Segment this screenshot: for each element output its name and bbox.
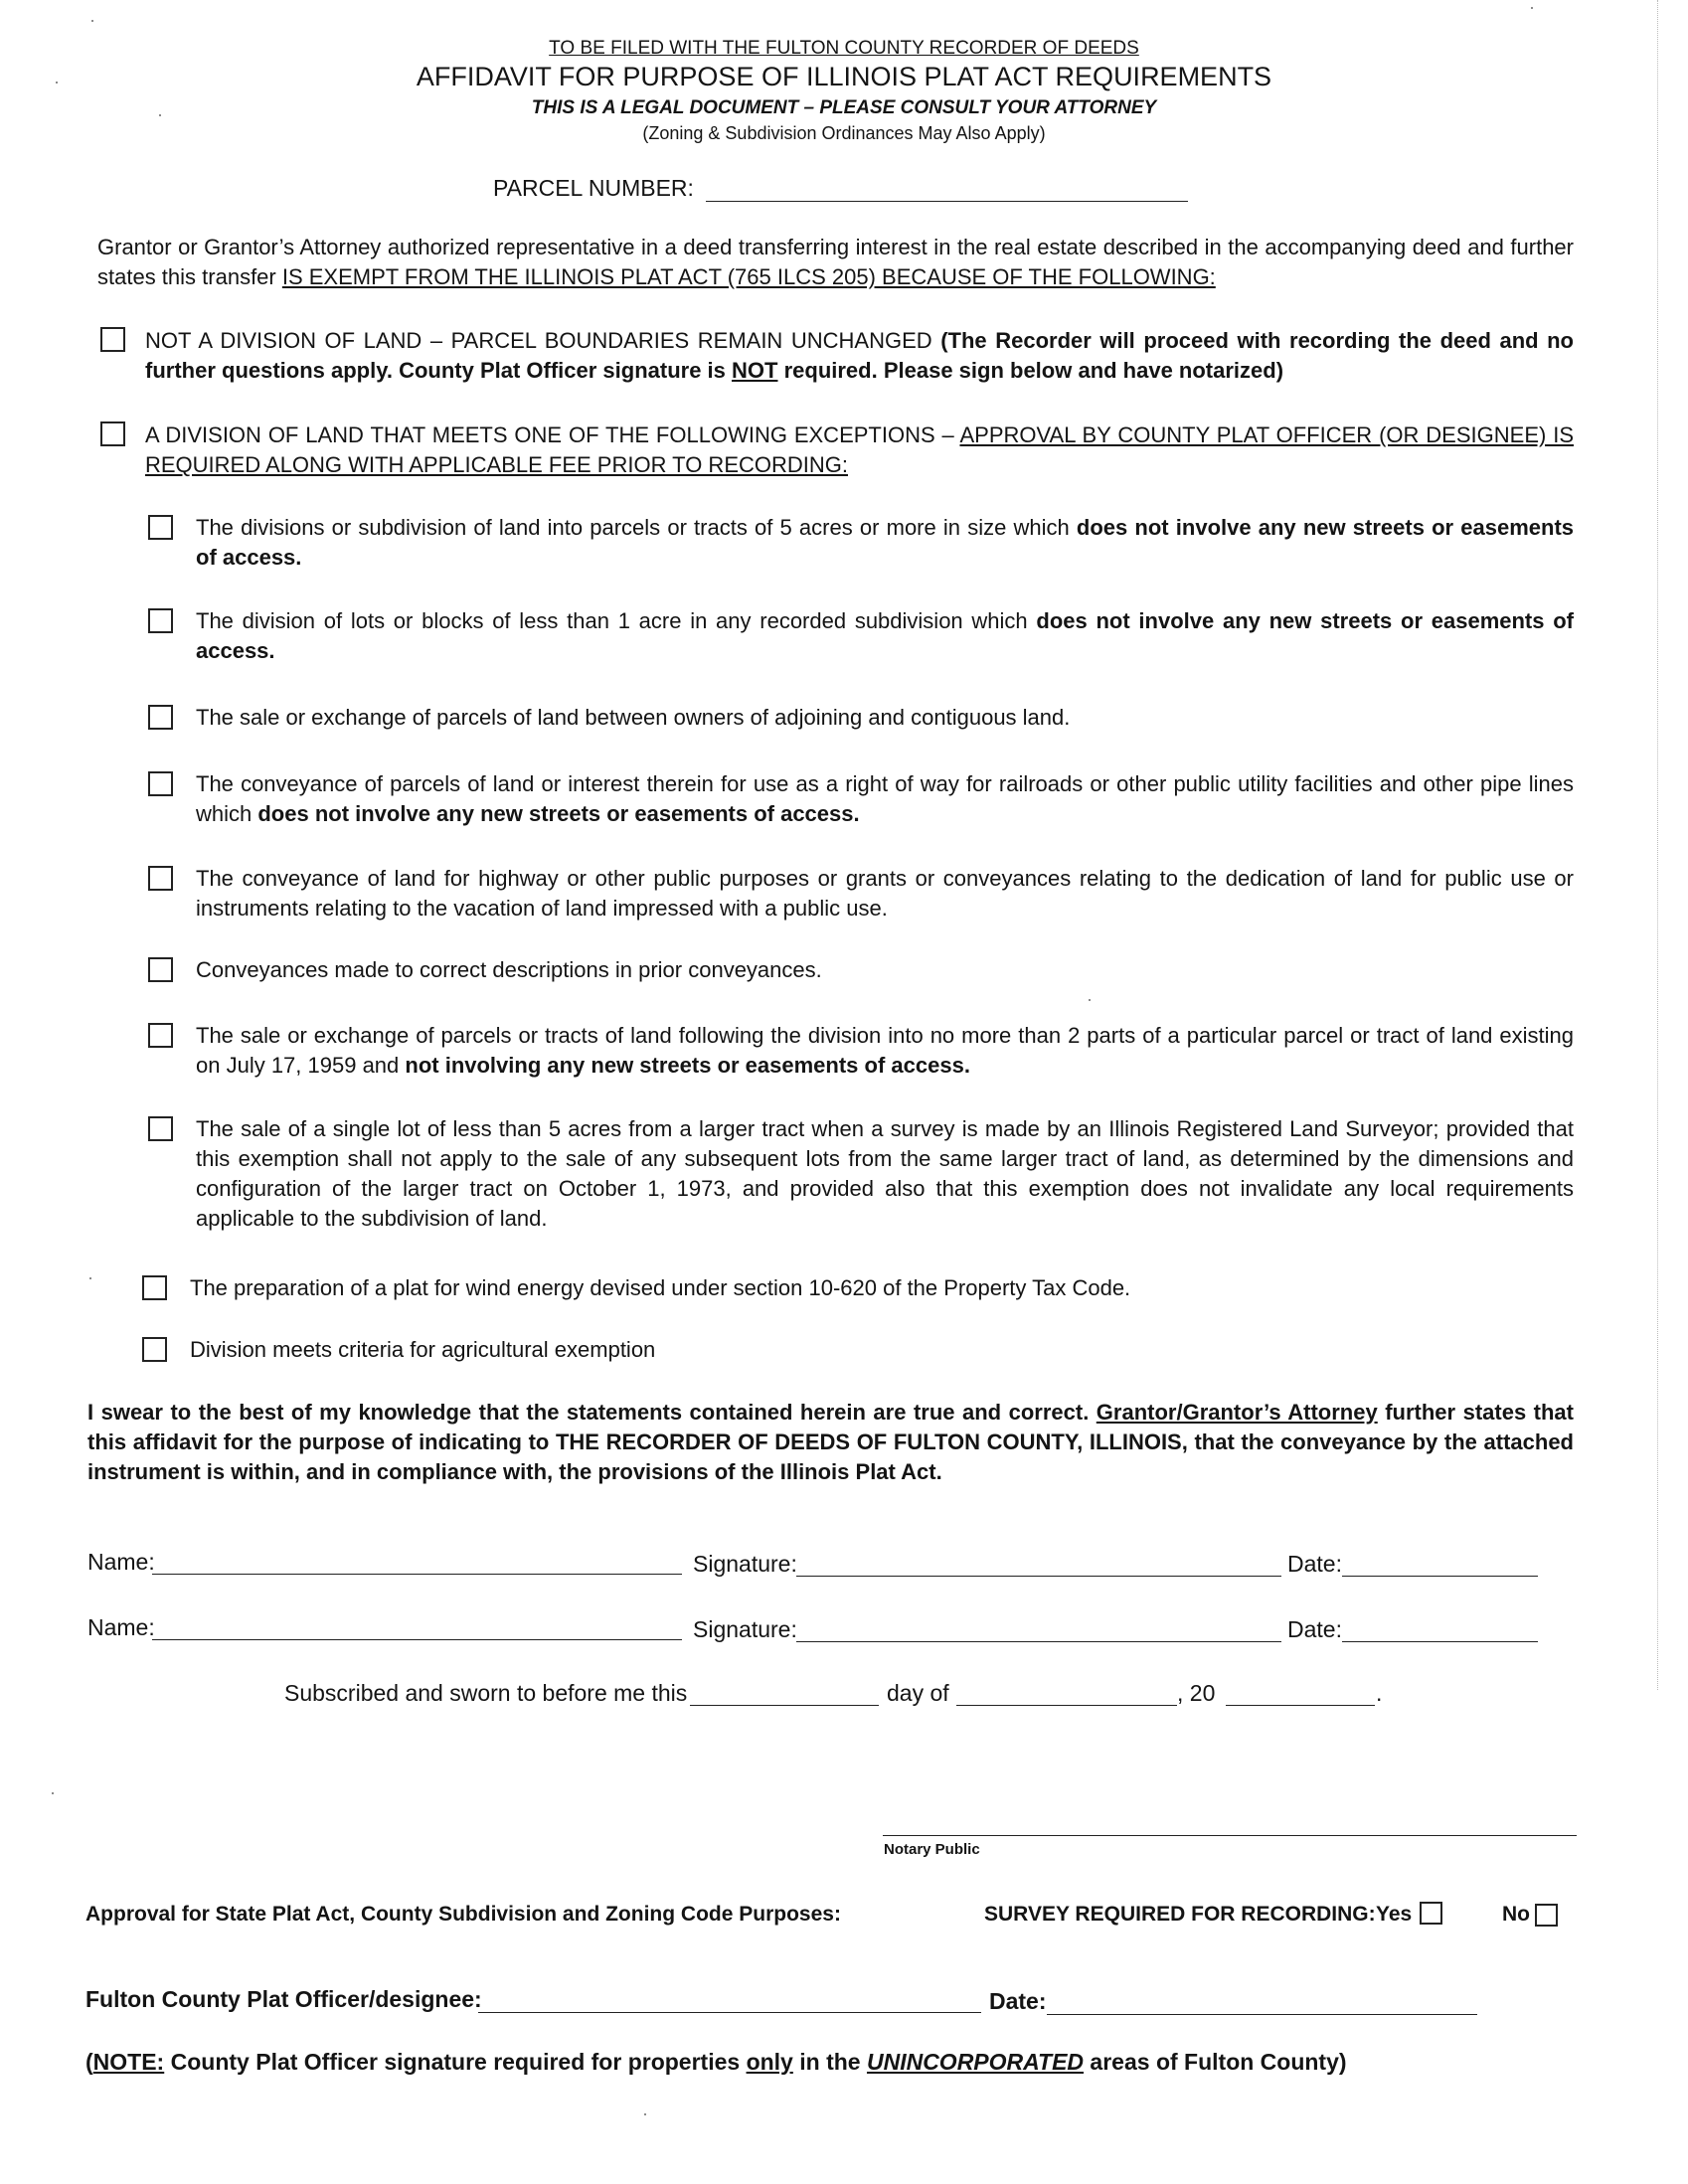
scan-speck (52, 1792, 54, 1794)
legal-notice: THIS IS A LEGAL DOCUMENT – PLEASE CONSULT YOUR ATTORNEY (531, 97, 1157, 118)
date-label-2: Date: (1287, 1616, 1342, 1642)
date-field-2[interactable] (1342, 1641, 1538, 1642)
zoning-note: (Zoning & Subdivision Ordinances May Also Apply) (642, 123, 1046, 143)
survey-no-label: No (1502, 1903, 1530, 1926)
footer-note-text: County Plat Officer signature required for properties (164, 2049, 747, 2075)
date-field-1[interactable] (1342, 1576, 1538, 1577)
exception-checkbox[interactable] (148, 1116, 173, 1141)
option-not-division-checkbox[interactable] (100, 327, 125, 352)
option-not-division-label: NOT A DIVISION OF LAND – PARCEL BOUNDARIES REMAIN UNCHANGED (145, 328, 941, 353)
exception-item (190, 1335, 1574, 1365)
exception-text: The sale or exchange of parcels or tracts of land following the division into no more than 2 parts of a particular parcel or tract of land existing on July 17, 1959 and (196, 1023, 1574, 1078)
exception-text: The divisions or subdivision of land into parcels or tracts of 5 acres or more in size which (196, 515, 1077, 540)
sworn-day-field[interactable] (690, 1705, 879, 1706)
exception-bold-text: does not involve any new streets or easements of access. (196, 608, 1574, 663)
exception-text: Division meets criteria for agricultural exemption (190, 1337, 656, 1362)
footer-note-unincorporated: UNINCORPORATED (866, 2049, 1085, 2075)
exception-text: The sale of a single lot of less than 5 acres from a larger tract when a survey is made by an Illinois Registered Land Surveyor; provided that this exemption shall not apply to the sale of any subsequent lots from the same larger tract of land, as determined by the dimensions and configuration of the larger tract on October 1, 1973, and provided also that this exemption does not invalidate any local requirements applicable to the subdivision of land. (196, 1116, 1574, 1231)
scan-speck (1089, 999, 1091, 1001)
exception-bold-text: does not involve any new streets or easements of access. (257, 801, 860, 826)
page-title: AFFIDAVIT FOR PURPOSE OF ILLINOIS PLAT ACT REQUIREMENTS (416, 62, 1272, 91)
exception-checkbox[interactable] (148, 866, 173, 891)
exception-checkbox[interactable] (148, 515, 173, 540)
exception-bold-text: not involving any new streets or easements of access. (405, 1053, 970, 1078)
notary-public-label: Notary Public (884, 1841, 980, 1858)
footer-note (85, 2049, 1347, 2076)
exception-item (196, 955, 1574, 985)
scan-edge-line (1657, 0, 1658, 1690)
approval-label: Approval for State Plat Act, County Subdivision and Zoning Code Purposes: (85, 1903, 841, 1926)
oath-text-end: further states that this affidavit for the purpose of indicating to THE RECORDER OF DEEDS OF FULTON COUNTY, ILLINOIS, that the conveyance by the attached instrument is within, and in compliance with, the provisions of the Illinois Plat Act. (87, 1400, 1574, 1484)
option-not-division-text (145, 326, 1574, 386)
parcel-number-field[interactable] (706, 177, 1188, 202)
intro-exempt-clause: IS EXEMPT FROM THE ILLINOIS PLAT ACT (765 ILCS 205) BECAUSE OF THE FOLLOWING: (281, 264, 1216, 289)
exception-text: The sale or exchange of parcels of land between owners of adjoining and contiguous land. (196, 705, 1071, 730)
footer-note-only: only (746, 2049, 793, 2075)
exception-item (196, 513, 1574, 573)
name-label-2: Name: (87, 1614, 155, 1640)
exception-text: The conveyance of parcels of land or interest therein for use as a right of way for railroads or other public utility facilities and other pipe lines which (196, 771, 1574, 826)
survey-required-label: SURVEY REQUIRED FOR RECORDING: (984, 1903, 1376, 1926)
exception-text: Conveyances made to correct descriptions in prior conveyances. (196, 957, 822, 982)
sworn-statement-text: Subscribed and sworn to before me this (284, 1680, 688, 1706)
exception-checkbox[interactable] (142, 1337, 167, 1362)
scan-speck (1531, 7, 1533, 9)
parcel-number-row (493, 175, 1188, 202)
exception-item (196, 606, 1574, 666)
option-division-text (145, 420, 1574, 480)
date-label-1: Date: (1287, 1551, 1342, 1577)
name-field-1[interactable] (152, 1574, 682, 1575)
plat-officer-date-field[interactable] (1047, 2014, 1477, 2015)
name-field-2[interactable] (152, 1639, 682, 1640)
sworn-year-prefix: , 20 (1177, 1680, 1216, 1706)
footer-note-open: ( (85, 2049, 93, 2075)
scan-speck (91, 20, 93, 22)
option-division-label: A DIVISION OF LAND THAT MEETS ONE OF THE FOLLOWING EXCEPTIONS – (145, 422, 960, 447)
exception-checkbox[interactable] (142, 1275, 167, 1300)
signature-field-1[interactable] (796, 1576, 1281, 1577)
scan-speck (644, 2113, 646, 2115)
sworn-day-of-text: day of (887, 1680, 949, 1706)
survey-yes-label: Yes (1376, 1903, 1413, 1926)
option-not-division-note: (The Recorder will proceed with recording the deed and no further questions apply. County Plat Officer signature is (145, 328, 1574, 383)
oath-text: I swear to the best of my knowledge that the statements contained herein are true and correct. (87, 1400, 1097, 1425)
exception-text: The conveyance of land for highway or other public purposes or grants or conveyances relating to the dedication of land for public use or instruments relating to the vacation of land impressed with a public use. (196, 866, 1574, 921)
plat-officer-date-label: Date: (989, 1988, 1047, 2014)
plat-officer-signature-field[interactable] (478, 2012, 981, 2013)
exception-text: The division of lots or blocks of less than 1 acre in any recorded subdivision which (196, 608, 1037, 633)
intro-text: Grantor or Grantor’s Attorney authorized representative in a deed transferring interest in the real estate described in the accompanying deed and further states this transfer (97, 235, 1574, 289)
option-division-requirement: APPROVAL BY COUNTY PLAT OFFICER (OR DESIGNEE) IS REQUIRED ALONG WITH APPLICABLE FEE PRIOR TO RECORDING: (145, 422, 1574, 477)
exception-checkbox[interactable] (148, 1023, 173, 1048)
survey-no-checkbox[interactable] (1535, 1904, 1558, 1927)
exception-checkbox[interactable] (148, 608, 173, 633)
filing-instruction: TO BE FILED WITH THE FULTON COUNTY RECORDER OF DEEDS (549, 38, 1139, 59)
exception-item (196, 769, 1574, 829)
notary-signature-field[interactable] (883, 1835, 1577, 1836)
footer-note-label: NOTE: (92, 2049, 165, 2075)
footer-note-text-2: in the (792, 2049, 867, 2075)
exception-item (196, 1021, 1574, 1081)
exception-item (196, 703, 1574, 733)
exception-checkbox[interactable] (148, 705, 173, 730)
sworn-year-field[interactable] (1226, 1705, 1375, 1706)
name-label-1: Name: (87, 1549, 155, 1575)
sworn-month-field[interactable] (956, 1705, 1177, 1706)
parcel-number-label: PARCEL NUMBER: (493, 175, 694, 201)
signature-label-2: Signature: (693, 1616, 797, 1642)
exception-item (196, 1114, 1574, 1234)
scan-speck (89, 1277, 91, 1279)
option-not-division-not: NOT (732, 358, 778, 383)
oath-paragraph (87, 1398, 1574, 1487)
intro-paragraph (97, 233, 1574, 292)
sworn-period: . (1376, 1680, 1383, 1706)
exception-checkbox[interactable] (148, 771, 173, 796)
signature-label-1: Signature: (693, 1551, 797, 1577)
exception-item (190, 1273, 1574, 1303)
exception-bold-text: does not involve any new streets or easements of access. (196, 515, 1575, 570)
option-not-division-note-end: required. Please sign below and have notarized) (777, 358, 1284, 383)
exception-checkbox[interactable] (148, 957, 173, 982)
footer-note-text-3: areas of Fulton County) (1084, 2049, 1347, 2075)
survey-yes-checkbox[interactable] (1420, 1902, 1442, 1925)
option-division-checkbox[interactable] (100, 421, 125, 446)
exception-item (196, 864, 1574, 924)
oath-grantor: Grantor/Grantor’s Attorney (1096, 1400, 1378, 1425)
signature-field-2[interactable] (796, 1641, 1281, 1642)
plat-officer-label: Fulton County Plat Officer/designee: (85, 1986, 482, 2012)
exception-text: The preparation of a plat for wind energy devised under section 10-620 of the Property Tax Code. (190, 1275, 1131, 1300)
